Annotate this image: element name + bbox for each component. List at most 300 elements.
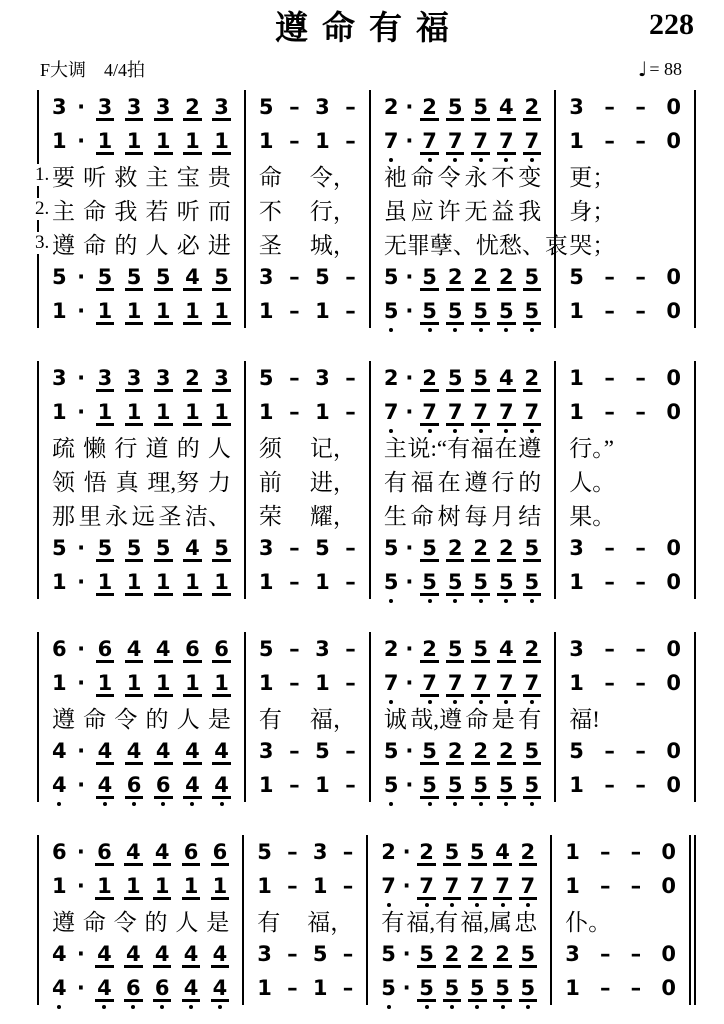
lyric-syllable: 城， bbox=[309, 232, 356, 258]
lyric-syllable: 命 bbox=[83, 198, 107, 224]
note: 1 bbox=[52, 128, 67, 153]
measure bbox=[246, 565, 371, 599]
measure bbox=[371, 666, 556, 700]
note: 4 bbox=[97, 772, 113, 797]
lyric-syllable: 遵 bbox=[518, 435, 542, 461]
note: 1 bbox=[52, 298, 67, 323]
rest-note: 0 bbox=[666, 535, 681, 560]
sustain-dash: – bbox=[342, 873, 354, 898]
lyric-syllable: 忠 bbox=[514, 909, 538, 935]
lyric-syllable: 不 bbox=[491, 164, 515, 190]
measure bbox=[246, 192, 371, 226]
note: 4 bbox=[498, 636, 514, 661]
lyric-syllable: 疏 bbox=[52, 435, 75, 461]
title-row bbox=[0, 6, 724, 54]
sustain-dash: – bbox=[345, 738, 356, 763]
lyric-syllable: 理,努 bbox=[147, 469, 200, 495]
lyric-syllable: 人 bbox=[176, 706, 200, 732]
note: 4 bbox=[214, 772, 229, 797]
note: 6 bbox=[97, 839, 112, 864]
note: 5 bbox=[383, 738, 399, 763]
note: 5 bbox=[569, 738, 584, 763]
note: 4 bbox=[183, 941, 199, 966]
lyric-line bbox=[39, 463, 694, 497]
note: 4 bbox=[212, 941, 228, 966]
measure bbox=[246, 666, 371, 700]
note: 5 bbox=[419, 975, 434, 1000]
note: 1 bbox=[258, 670, 274, 695]
note: 5 bbox=[520, 975, 536, 1000]
note: 1 bbox=[185, 670, 200, 695]
measure bbox=[556, 361, 694, 395]
rest-note: 0 bbox=[666, 772, 681, 797]
note: 4 bbox=[97, 738, 113, 763]
note: 7 bbox=[524, 399, 540, 424]
measure bbox=[246, 768, 371, 802]
note: 3 bbox=[569, 636, 584, 661]
lyric-syllable: 结 bbox=[518, 503, 542, 529]
lyric-syllable: 遵 bbox=[464, 469, 488, 495]
note: 7 bbox=[498, 670, 514, 695]
lyric-syllable: 力 bbox=[207, 469, 231, 495]
sustain-dash: – bbox=[289, 128, 300, 153]
lyric-line bbox=[39, 903, 689, 937]
rest-note: 0 bbox=[666, 670, 681, 695]
note: 1 bbox=[214, 569, 229, 594]
note: 1 bbox=[97, 399, 113, 424]
note: 6 bbox=[126, 772, 142, 797]
sustain-dash: – bbox=[600, 839, 611, 864]
measure bbox=[556, 734, 694, 768]
lyric-syllable: 福， bbox=[307, 909, 354, 935]
duration-dot: · bbox=[76, 975, 85, 1000]
notation-line bbox=[39, 937, 689, 971]
sustain-dash: – bbox=[604, 772, 615, 797]
note: 5 bbox=[422, 569, 437, 594]
lyric-syllable: 变 bbox=[518, 164, 542, 190]
measure bbox=[39, 565, 246, 599]
lyric-syllable: 遵 bbox=[52, 909, 75, 935]
duration-dot: · bbox=[405, 264, 414, 289]
lyric-syllable: 若 bbox=[145, 198, 169, 224]
sustain-dash: – bbox=[342, 941, 354, 966]
lyric-syllable: 树 bbox=[437, 503, 461, 529]
duration-dot: · bbox=[402, 873, 411, 898]
lyric-syllable: 我 bbox=[114, 198, 138, 224]
lyric-syllable: 祂 bbox=[383, 164, 407, 190]
measure bbox=[556, 463, 694, 497]
sustain-dash: – bbox=[289, 535, 300, 560]
note: 5 bbox=[381, 941, 396, 966]
note: 1 bbox=[97, 873, 112, 898]
note: 1 bbox=[258, 569, 274, 594]
sustain-dash: – bbox=[604, 128, 615, 153]
lyric-syllable: 的 bbox=[176, 435, 200, 461]
measure bbox=[371, 700, 556, 734]
note: 5 bbox=[473, 94, 489, 119]
sustain-dash: – bbox=[287, 839, 298, 864]
note: 4 bbox=[185, 535, 200, 560]
measure bbox=[246, 463, 371, 497]
sustain-dash: – bbox=[342, 839, 354, 864]
measure bbox=[39, 903, 244, 937]
note: 5 bbox=[473, 365, 489, 390]
note: 2 bbox=[447, 264, 463, 289]
measure bbox=[556, 158, 694, 192]
note: 1 bbox=[185, 399, 200, 424]
note: 4 bbox=[214, 738, 229, 763]
note: 7 bbox=[447, 399, 463, 424]
note: 2 bbox=[473, 738, 489, 763]
sustain-dash: – bbox=[289, 399, 300, 424]
note: 2 bbox=[495, 941, 510, 966]
note: 1 bbox=[126, 399, 142, 424]
measure bbox=[39, 463, 246, 497]
lyric-syllable: 无 bbox=[464, 198, 488, 224]
rest-note: 0 bbox=[661, 975, 676, 1000]
lyric-syllable: 许 bbox=[437, 198, 461, 224]
system bbox=[37, 361, 696, 599]
duration-dot: · bbox=[77, 365, 86, 390]
sustain-dash: – bbox=[635, 636, 646, 661]
note: 1 bbox=[185, 569, 200, 594]
measure bbox=[39, 192, 246, 226]
note: 5 bbox=[422, 772, 437, 797]
lyric-syllable: 哉,遵 bbox=[410, 706, 462, 732]
system bbox=[37, 90, 696, 328]
measure bbox=[371, 90, 556, 124]
meter-label: 4/4拍 bbox=[104, 60, 146, 80]
note: 5 bbox=[315, 264, 330, 289]
lyric-syllable: 福 bbox=[470, 435, 494, 461]
note: 7 bbox=[473, 670, 489, 695]
measure bbox=[39, 124, 246, 158]
note: 5 bbox=[447, 636, 463, 661]
note: 1 bbox=[569, 772, 584, 797]
note: 5 bbox=[498, 298, 514, 323]
duration-dot: · bbox=[77, 399, 86, 424]
note: 7 bbox=[422, 399, 437, 424]
note: 4 bbox=[155, 636, 171, 661]
note: 7 bbox=[383, 670, 399, 695]
note: 5 bbox=[524, 569, 540, 594]
lyric-syllable: 果。 bbox=[569, 503, 616, 529]
lyric-syllable: 有 bbox=[381, 909, 405, 935]
note: 5 bbox=[257, 839, 272, 864]
measure bbox=[371, 531, 556, 565]
duration-dot: · bbox=[77, 298, 86, 323]
note: 1 bbox=[565, 873, 580, 898]
note: 5 bbox=[97, 264, 113, 289]
note: 1 bbox=[315, 128, 330, 153]
note: 4 bbox=[154, 839, 170, 864]
duration-dot: · bbox=[77, 264, 86, 289]
note: 2 bbox=[498, 535, 514, 560]
note: 1 bbox=[312, 873, 328, 898]
note: 5 bbox=[381, 975, 396, 1000]
note: 1 bbox=[126, 128, 142, 153]
note: 7 bbox=[419, 873, 434, 898]
measure bbox=[371, 294, 556, 328]
lyric-syllable: 命 bbox=[258, 164, 282, 190]
lyric-syllable: 福,属 bbox=[460, 909, 513, 935]
sustain-dash: – bbox=[345, 399, 356, 424]
note: 7 bbox=[383, 399, 399, 424]
note: 5 bbox=[155, 264, 171, 289]
note: 5 bbox=[473, 569, 489, 594]
note: 3 bbox=[52, 94, 67, 119]
measure bbox=[368, 869, 552, 903]
note: 1 bbox=[97, 128, 113, 153]
lyric-syllable: 远 bbox=[131, 503, 155, 529]
note: 2 bbox=[422, 365, 437, 390]
note: 4 bbox=[154, 941, 170, 966]
measure bbox=[556, 700, 694, 734]
sustain-dash: – bbox=[635, 365, 646, 390]
tempo-value: = 88 bbox=[649, 58, 682, 79]
lyric-line bbox=[35, 192, 694, 226]
lyric-syllable: 行 bbox=[114, 435, 138, 461]
note: 5 bbox=[447, 94, 463, 119]
lyric-syllable: 应 bbox=[410, 198, 434, 224]
note: 1 bbox=[126, 569, 142, 594]
note: 7 bbox=[498, 399, 514, 424]
note: 1 bbox=[212, 873, 228, 898]
note: 2 bbox=[444, 941, 460, 966]
lyric-syllable: 忧 bbox=[475, 232, 499, 258]
note: 1 bbox=[569, 298, 584, 323]
duration-dot: · bbox=[402, 839, 411, 864]
note: 7 bbox=[524, 670, 540, 695]
note: 7 bbox=[422, 670, 437, 695]
lyric-syllable: 贵 bbox=[207, 164, 231, 190]
notation-line bbox=[39, 768, 694, 802]
measure bbox=[368, 903, 552, 937]
duration-dot: · bbox=[77, 569, 86, 594]
measure bbox=[556, 565, 694, 599]
lyric-syllable: 每 bbox=[464, 503, 488, 529]
measure bbox=[246, 395, 371, 429]
lyric-syllable: 真 bbox=[115, 469, 139, 495]
lyric-syllable: 更； bbox=[569, 164, 616, 190]
note: 2 bbox=[185, 365, 200, 390]
rest-note: 0 bbox=[666, 365, 681, 390]
measure bbox=[371, 565, 556, 599]
duration-dot: · bbox=[405, 399, 414, 424]
lyric-syllable: 在 bbox=[494, 435, 518, 461]
note: 3 bbox=[126, 365, 142, 390]
note: 7 bbox=[447, 128, 463, 153]
note: 2 bbox=[419, 839, 434, 864]
note: 4 bbox=[52, 772, 67, 797]
note: 4 bbox=[125, 839, 141, 864]
note: 5 bbox=[258, 636, 274, 661]
lyric-syllable: 有 bbox=[383, 469, 407, 495]
sustain-dash: – bbox=[635, 535, 646, 560]
note: 5 bbox=[447, 772, 463, 797]
system-final bbox=[37, 835, 696, 1005]
note: 2 bbox=[447, 535, 463, 560]
sustain-dash: – bbox=[604, 636, 615, 661]
note: 4 bbox=[125, 941, 141, 966]
note: 2 bbox=[381, 839, 396, 864]
sustain-dash: – bbox=[345, 670, 356, 695]
measure bbox=[556, 124, 694, 158]
note: 4 bbox=[498, 94, 514, 119]
lyric-syllable: 生 bbox=[383, 503, 407, 529]
lyric-syllable: 说:“有 bbox=[407, 435, 471, 461]
note: 5 bbox=[524, 738, 540, 763]
note: 5 bbox=[315, 535, 330, 560]
measure bbox=[39, 632, 246, 666]
measure bbox=[371, 124, 556, 158]
verse-number: 1. bbox=[35, 164, 50, 185]
lyric-syllable: 哭； bbox=[569, 232, 616, 258]
lyric-syllable: 哀 bbox=[544, 232, 568, 258]
note: 3 bbox=[258, 264, 274, 289]
note: 7 bbox=[495, 873, 510, 898]
sustain-dash: – bbox=[604, 264, 615, 289]
note: 4 bbox=[97, 975, 112, 1000]
lyric-syllable: 命 bbox=[465, 706, 489, 732]
note: 2 bbox=[383, 636, 399, 661]
note: 2 bbox=[383, 365, 399, 390]
lyric-syllable: 听 bbox=[176, 198, 200, 224]
lyric-line bbox=[35, 158, 694, 192]
measure bbox=[552, 937, 689, 971]
lyric-syllable: 听 bbox=[83, 164, 107, 190]
lyric-syllable: 前 bbox=[258, 469, 282, 495]
duration-dot: · bbox=[77, 94, 86, 119]
note: 5 bbox=[383, 569, 399, 594]
lyric-syllable: 令， bbox=[309, 164, 356, 190]
lyric-syllable: 是 bbox=[206, 909, 230, 935]
lyric-syllable: 命 bbox=[83, 706, 107, 732]
rest-note: 0 bbox=[661, 873, 676, 898]
note: 4 bbox=[495, 839, 510, 864]
measure bbox=[556, 768, 694, 802]
note: 1 bbox=[569, 670, 584, 695]
lyric-syllable: 圣 bbox=[258, 232, 282, 258]
sustain-dash: – bbox=[604, 365, 615, 390]
measure bbox=[39, 497, 246, 531]
note: 2 bbox=[447, 738, 463, 763]
note: 5 bbox=[383, 772, 399, 797]
note: 1 bbox=[315, 399, 330, 424]
note: 6 bbox=[154, 975, 170, 1000]
lyric-syllable: 那 bbox=[52, 503, 75, 529]
note: 3 bbox=[155, 365, 171, 390]
note: 5 bbox=[383, 298, 399, 323]
notation-line bbox=[39, 294, 694, 328]
measure bbox=[246, 497, 371, 531]
note: 1 bbox=[569, 569, 584, 594]
measure bbox=[556, 192, 694, 226]
tempo-marking bbox=[638, 57, 682, 81]
measure bbox=[246, 361, 371, 395]
measure bbox=[371, 429, 556, 463]
notation-line bbox=[39, 565, 694, 599]
rest-note: 0 bbox=[666, 569, 681, 594]
duration-dot: · bbox=[405, 670, 414, 695]
notation-line bbox=[39, 395, 694, 429]
verse-number: 3. bbox=[35, 232, 50, 253]
duration-dot: · bbox=[402, 975, 411, 1000]
note: 2 bbox=[524, 94, 540, 119]
lyric-syllable: 仆。 bbox=[565, 909, 612, 935]
measure bbox=[39, 734, 246, 768]
rest-note: 0 bbox=[666, 399, 681, 424]
note: 7 bbox=[520, 873, 536, 898]
note: 1 bbox=[315, 772, 330, 797]
note: 1 bbox=[97, 298, 113, 323]
duration-dot: · bbox=[405, 365, 414, 390]
measure bbox=[39, 531, 246, 565]
lyric-syllable: 主 bbox=[383, 435, 407, 461]
note: 2 bbox=[422, 636, 437, 661]
note: 1 bbox=[315, 670, 330, 695]
note: 4 bbox=[126, 738, 142, 763]
note: 1 bbox=[257, 975, 272, 1000]
notation-line bbox=[39, 666, 694, 700]
note: 6 bbox=[52, 839, 67, 864]
measure bbox=[39, 937, 244, 971]
note: 4 bbox=[498, 365, 514, 390]
sustain-dash: – bbox=[342, 975, 354, 1000]
notation-line bbox=[39, 531, 694, 565]
sustain-dash: – bbox=[604, 535, 615, 560]
sustain-dash: – bbox=[630, 941, 642, 966]
note: 1 bbox=[155, 128, 171, 153]
measure bbox=[371, 158, 556, 192]
lyric-syllable: 领 bbox=[52, 469, 75, 495]
hymn-number: 228 bbox=[649, 8, 694, 41]
measure bbox=[39, 90, 246, 124]
lyric-syllable: 人 bbox=[207, 435, 231, 461]
sustain-dash: – bbox=[345, 535, 356, 560]
lyric-syllable: 令 bbox=[114, 706, 138, 732]
sustain-dash: – bbox=[604, 738, 615, 763]
sustain-dash: – bbox=[600, 941, 611, 966]
note: 1 bbox=[155, 569, 171, 594]
measure bbox=[371, 768, 556, 802]
measure bbox=[552, 869, 689, 903]
lyric-syllable: 的 bbox=[114, 232, 138, 258]
note: 2 bbox=[498, 738, 514, 763]
duration-dot: · bbox=[77, 670, 86, 695]
note: 1 bbox=[258, 399, 274, 424]
measure bbox=[39, 429, 246, 463]
system bbox=[37, 632, 696, 802]
sustain-dash: – bbox=[630, 975, 642, 1000]
note: 4 bbox=[155, 738, 171, 763]
measure bbox=[371, 361, 556, 395]
note: 2 bbox=[473, 264, 489, 289]
lyric-syllable: 记， bbox=[309, 435, 356, 461]
notation-systems bbox=[0, 90, 724, 1005]
note: 3 bbox=[315, 636, 330, 661]
note: 1 bbox=[257, 873, 272, 898]
rest-note: 0 bbox=[666, 94, 681, 119]
measure bbox=[246, 158, 371, 192]
note: 6 bbox=[214, 636, 229, 661]
note: 7 bbox=[447, 670, 463, 695]
measure bbox=[556, 666, 694, 700]
lyric-syllable: 命 bbox=[82, 909, 106, 935]
duration-dot: · bbox=[76, 873, 85, 898]
note: 5 bbox=[524, 264, 540, 289]
lyric-syllable: 是 bbox=[207, 706, 231, 732]
